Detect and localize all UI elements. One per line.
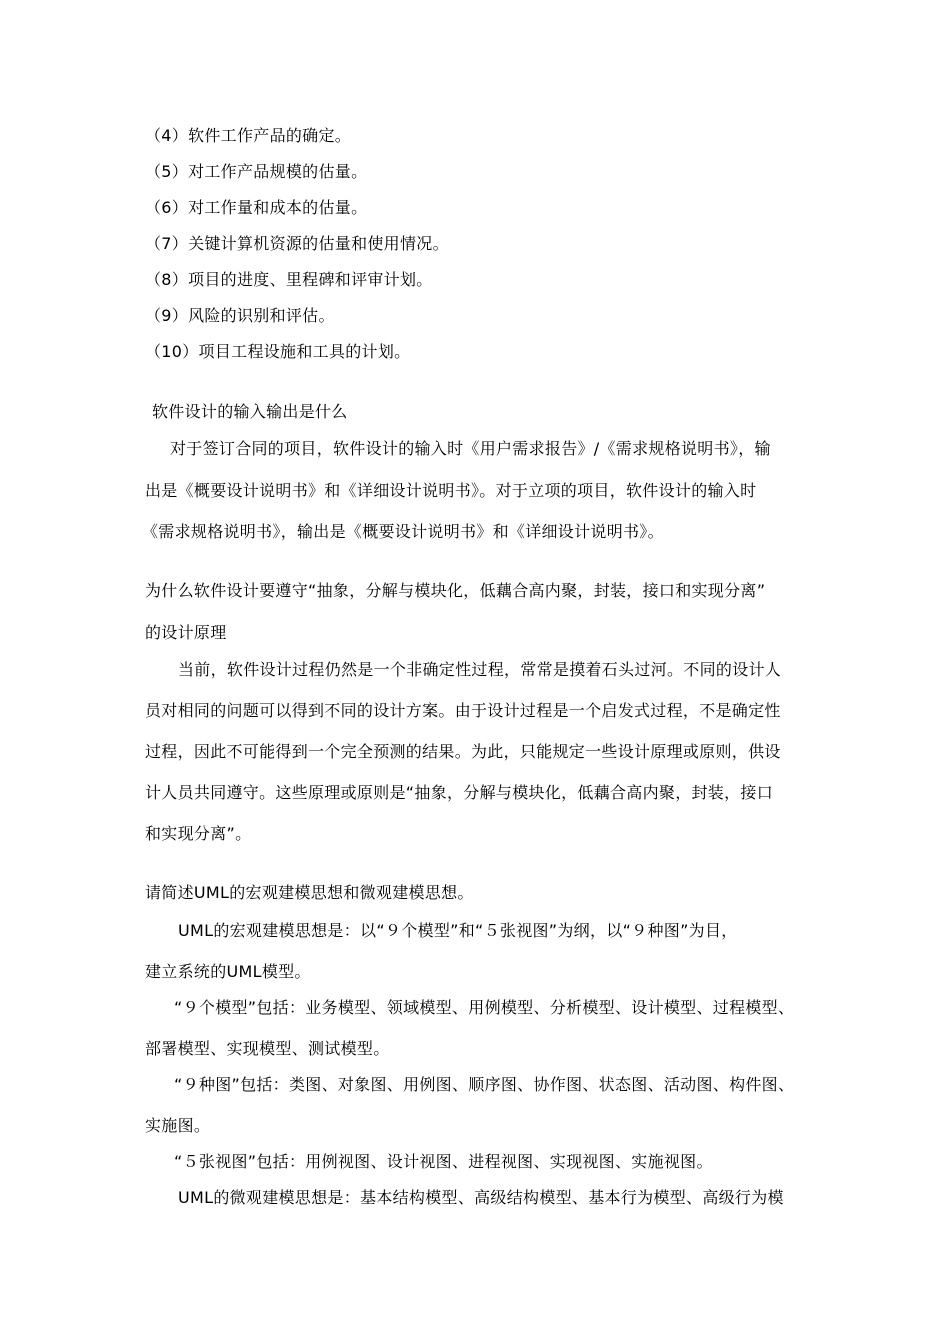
section-heading-io: 软件设计的输入输出是什么 <box>152 402 348 421</box>
paragraph-line: 实施图。 <box>145 1116 211 1135</box>
paragraph-line: 员对相同的问题可以得到不同的设计方案。由于设计过程是一个启发式过程，不是确定性 <box>145 701 781 720</box>
paragraph-line: 对于签订合同的项目，软件设计的输入时《用户需求报告》/《需求规格说明书》，输 <box>170 439 771 458</box>
paragraph-line: 过程，因此不可能得到一个完全预测的结果。为此，只能规定一些设计原理或原则，供设 <box>145 742 781 761</box>
list-item-4: （4）软件工作产品的确定。 <box>145 126 352 145</box>
list-item-7: （7）关键计算机资源的估量和使用情况。 <box>145 234 449 253</box>
paragraph-line: UML的宏观建模思想是：以“９个模型”和“５张视图”为纲，以“９种图”为目， <box>178 921 738 940</box>
paragraph-line: 部署模型、实现模型、测试模型。 <box>145 1039 390 1058</box>
paragraph-line: 当前，软件设计过程仍然是一个非确定性过程，常常是摸着石头过河。不同的设计人 <box>178 660 782 679</box>
paragraph-line: 出是《概要设计说明书》和《详细设计说明书》。对于立项的项目，软件设计的输入时 <box>145 481 757 500</box>
list-item-9: （9）风险的识别和评估。 <box>145 306 335 325</box>
list-item-5: （5）对工作产品规模的估量。 <box>145 162 368 181</box>
section-heading-principles-cont: 的设计原理 <box>145 623 227 642</box>
paragraph-line: “９种图”包括：类图、对象图、用例图、顺序图、协作图、状态图、活动图、构件图、 <box>174 1075 795 1094</box>
paragraph-line: 计人员共同遵守。这些原理或原则是“抽象，分解与模块化，低藕合高内聚，封装，接口 <box>145 783 773 802</box>
list-item-6: （6）对工作量和成本的估量。 <box>145 198 368 217</box>
paragraph-line: 建立系统的UML模型。 <box>145 962 311 981</box>
paragraph-line: 《需求规格说明书》，输出是《概要设计说明书》和《详细设计说明书》。 <box>142 522 664 541</box>
section-heading-principles: 为什么软件设计要遵守“抽象，分解与模块化，低藕合高内聚，封装，接口和实现分离” <box>145 581 766 600</box>
paragraph-line: UML的微观建模思想是：基本结构模型、高级结构模型、基本行为模型、高级行为模 <box>178 1188 784 1207</box>
section-heading-uml: 请简述UML的宏观建模思想和微观建模思想。 <box>145 883 474 902</box>
list-item-8: （8）项目的进度、里程碑和评审计划。 <box>145 270 433 289</box>
paragraph-line: “５张视图”包括：用例视图、设计视图、进程视图、实现视图、实施视图。 <box>174 1152 713 1171</box>
list-item-10: （10）项目工程设施和工具的计划。 <box>145 342 411 361</box>
paragraph-line: 和实现分离”。 <box>145 824 252 843</box>
paragraph-line: “９个模型”包括：业务模型、领域模型、用例模型、分析模型、设计模型、过程模型、 <box>174 998 795 1017</box>
